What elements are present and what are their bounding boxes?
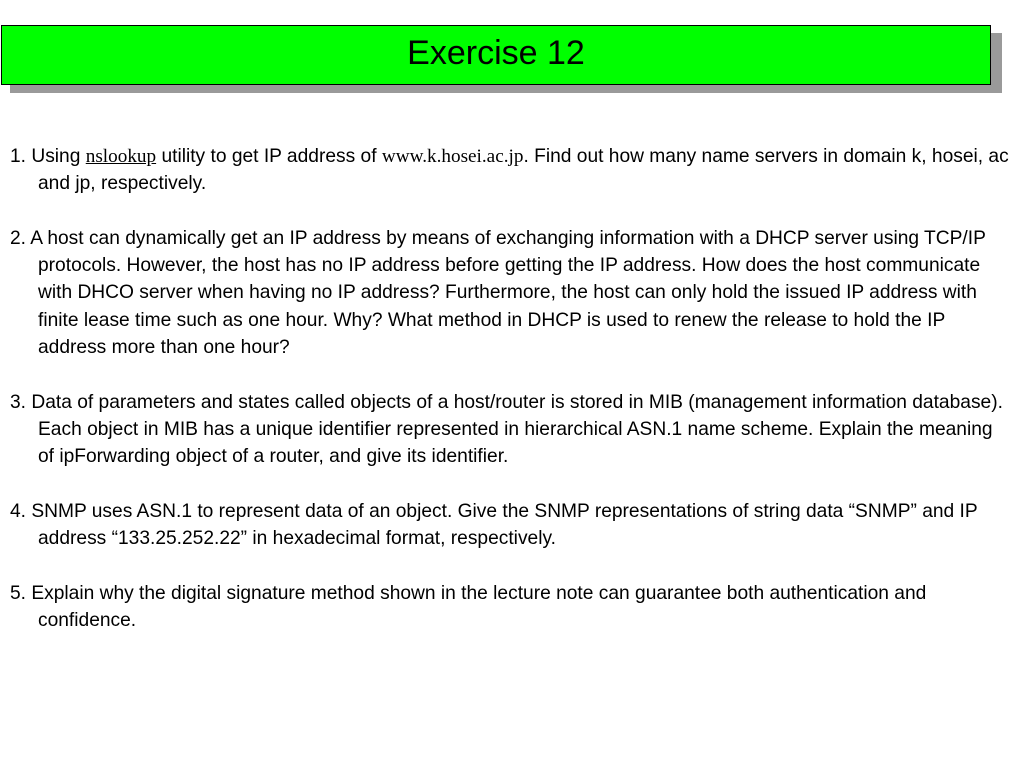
title-banner: [1, 25, 991, 85]
exercise-item-5: 5. Explain why the digital signature method shown in the lecture note can guarantee both authentication and confidence.: [10, 582, 927, 632]
nslookup-link[interactable]: nslookup: [85, 146, 157, 167]
item-1-text-c: . Find out how many name servers in domain k, hosei, ac and jp, respectively.: [38, 146, 1009, 195]
exercise-item-2: 2. A host can dynamically get an IP address by means of exchanging information with a DHCP server using TCP/IP protocols. However, the host has no IP address before getting the IP address. How does the host communicate with DHCO server when having no IP address? Furthermore, the host can only hold the issued IP address with finite lease time such as one hour. Why? What method in DHCP is used to renew the release to hold the IP address more than one hour?: [10, 227, 986, 359]
exercise-item-4: 4. SNMP uses ASN.1 to represent data of an object. Give the SNMP representations of string data “SNMP” and IP address “133.25.252.22” in hexadecimal format, respectively.: [10, 500, 978, 550]
slide-title: Exercise 12: [407, 34, 585, 72]
hostname-text: www.k.hosei.ac.jp: [381, 146, 524, 167]
exercise-item-3: 3. Data of parameters and states called objects of a host/router is stored in MIB (management information database). Each object in MIB has a unique identifier represented in hierarchical ASN.1 name scheme. Explain the meaning of ipForwarding object of a router, and give its identifier.: [10, 391, 1003, 468]
item-1-text-a: 1. Using: [10, 146, 86, 167]
item-1-text-b: utility to get IP address of: [156, 146, 382, 167]
exercise-item-1: [10, 143, 1010, 198]
exercise-list: [10, 143, 1010, 634]
